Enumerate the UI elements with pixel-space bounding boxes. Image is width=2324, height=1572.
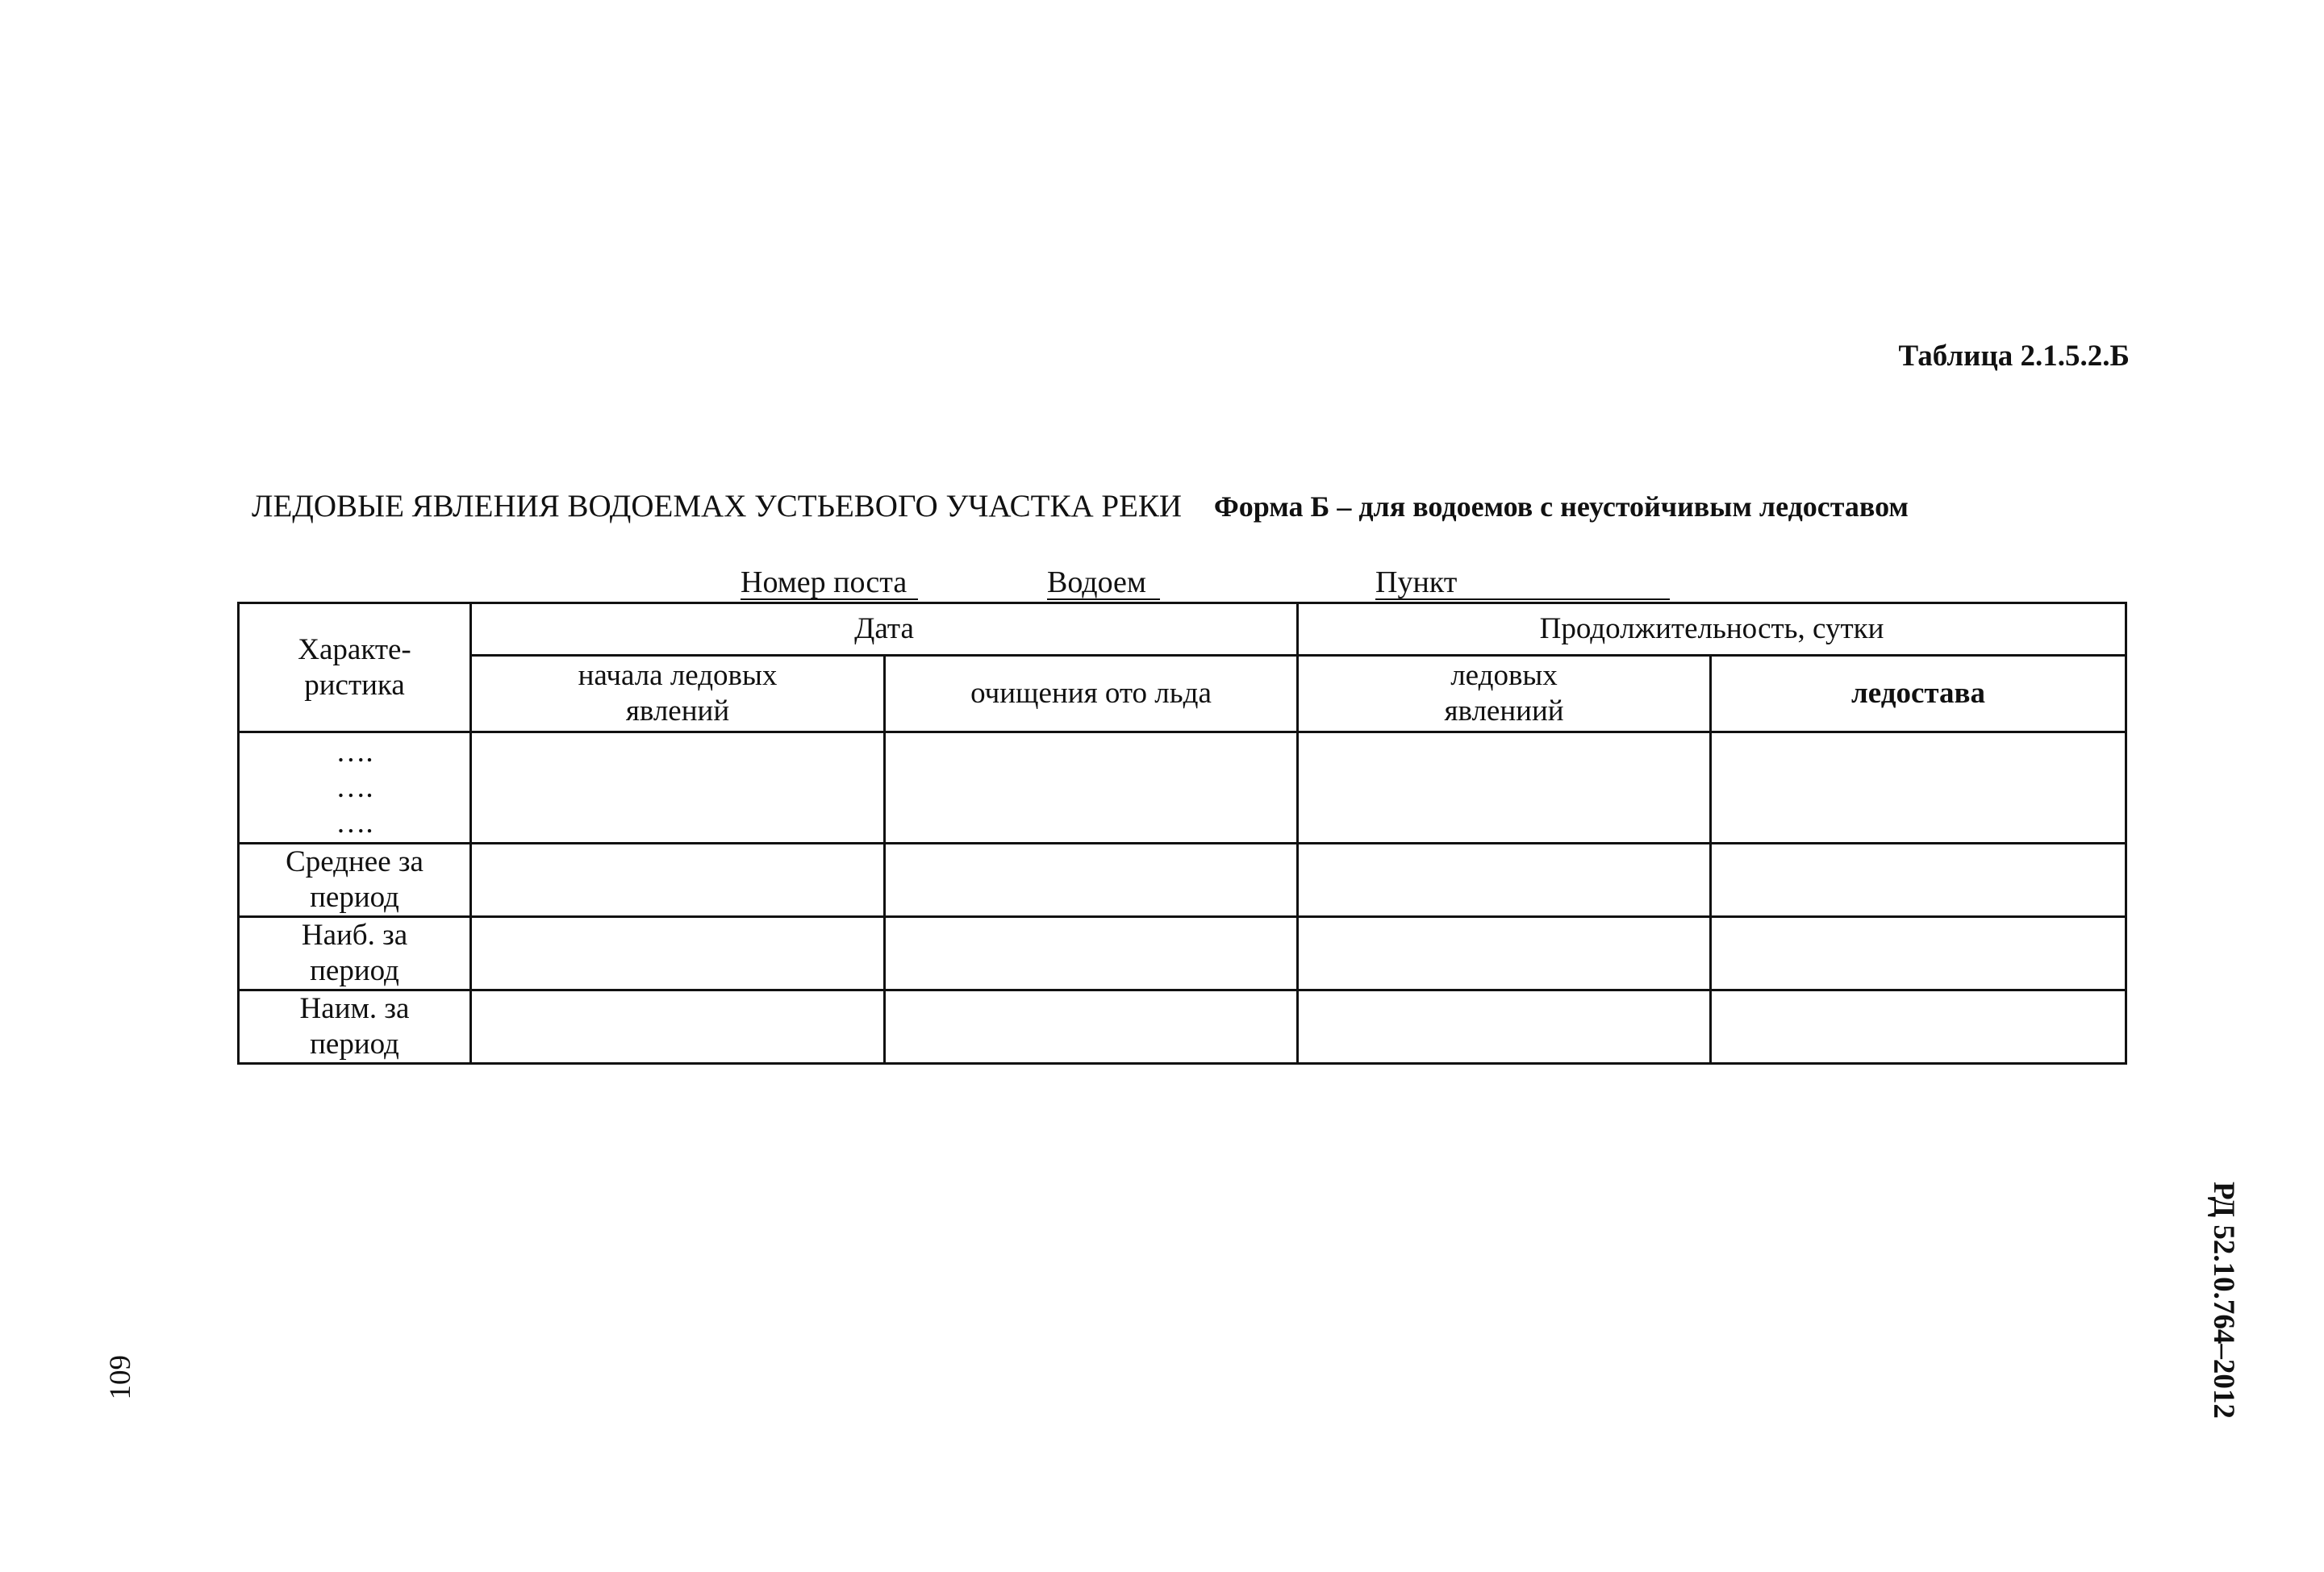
- title-form: Форма Б – для водоемов с неустойчивым ледоставом: [1213, 490, 1909, 523]
- point-underline: [1375, 598, 1670, 600]
- side-document-number: РД 52.10.764–2012: [2207, 1182, 2240, 1419]
- empty-cell[interactable]: [885, 732, 1298, 844]
- empty-cell[interactable]: [1298, 844, 1711, 917]
- header-row-columns: [239, 656, 2126, 732]
- date-group-header: Дата: [471, 603, 1298, 656]
- table-row: [239, 990, 2126, 1064]
- empty-cell[interactable]: [471, 732, 885, 844]
- row-label-max: Наиб. за период: [239, 917, 471, 990]
- point-label: Пункт: [1375, 565, 1458, 599]
- table-row: [239, 732, 2126, 844]
- row-label-min: Наим. за период: [239, 990, 471, 1064]
- duration-group-header: Продолжительность, сутки: [1298, 603, 2126, 656]
- empty-cell[interactable]: [885, 990, 1298, 1064]
- post-number-underline: [741, 598, 918, 600]
- table-row: [239, 917, 2126, 990]
- empty-cell[interactable]: [1298, 732, 1711, 844]
- ice-clear-header: очищения ото льда: [885, 656, 1298, 732]
- empty-cell[interactable]: [471, 990, 885, 1064]
- row-label-mean: Среднее за период: [239, 844, 471, 917]
- dots-line: ….: [336, 806, 373, 840]
- water-body-underline: [1047, 598, 1160, 600]
- empty-cell[interactable]: [1711, 990, 2126, 1064]
- title-main: ЛЕДОВЫЕ ЯВЛЕНИЯ ВОДОЕМАХ УСТЬЕВОГО УЧАСТКА РЕКИ: [252, 489, 1183, 523]
- characteristic-header: Характе-ристика: [239, 603, 471, 732]
- dots-line: ….: [336, 770, 373, 804]
- document-title: [252, 488, 2107, 524]
- post-number-label: Номер поста: [741, 565, 907, 599]
- empty-cell[interactable]: [885, 844, 1298, 917]
- empty-cell[interactable]: [1711, 732, 2126, 844]
- freeze-up-header: ледостава: [1711, 656, 2126, 732]
- ice-phenomena-header: ледовых явлениий: [1298, 656, 1711, 732]
- header-row-groups: [239, 603, 2126, 656]
- empty-cell[interactable]: [1711, 917, 2126, 990]
- ice-phenomena-table: [237, 602, 2127, 1065]
- empty-cell[interactable]: [885, 917, 1298, 990]
- dots-line: ….: [336, 735, 373, 769]
- dots-cell: [239, 732, 471, 844]
- page-number: 109: [104, 1355, 137, 1400]
- table-number: Таблица 2.1.5.2.Б: [1898, 340, 2130, 373]
- empty-cell[interactable]: [1298, 990, 1711, 1064]
- empty-cell[interactable]: [1298, 917, 1711, 990]
- water-body-label: Водоем: [1047, 565, 1146, 599]
- empty-cell[interactable]: [471, 917, 885, 990]
- empty-cell[interactable]: [471, 844, 885, 917]
- ice-start-header: начала ледовых явлений: [471, 656, 885, 732]
- empty-cell[interactable]: [1711, 844, 2126, 917]
- table-row: [239, 844, 2126, 917]
